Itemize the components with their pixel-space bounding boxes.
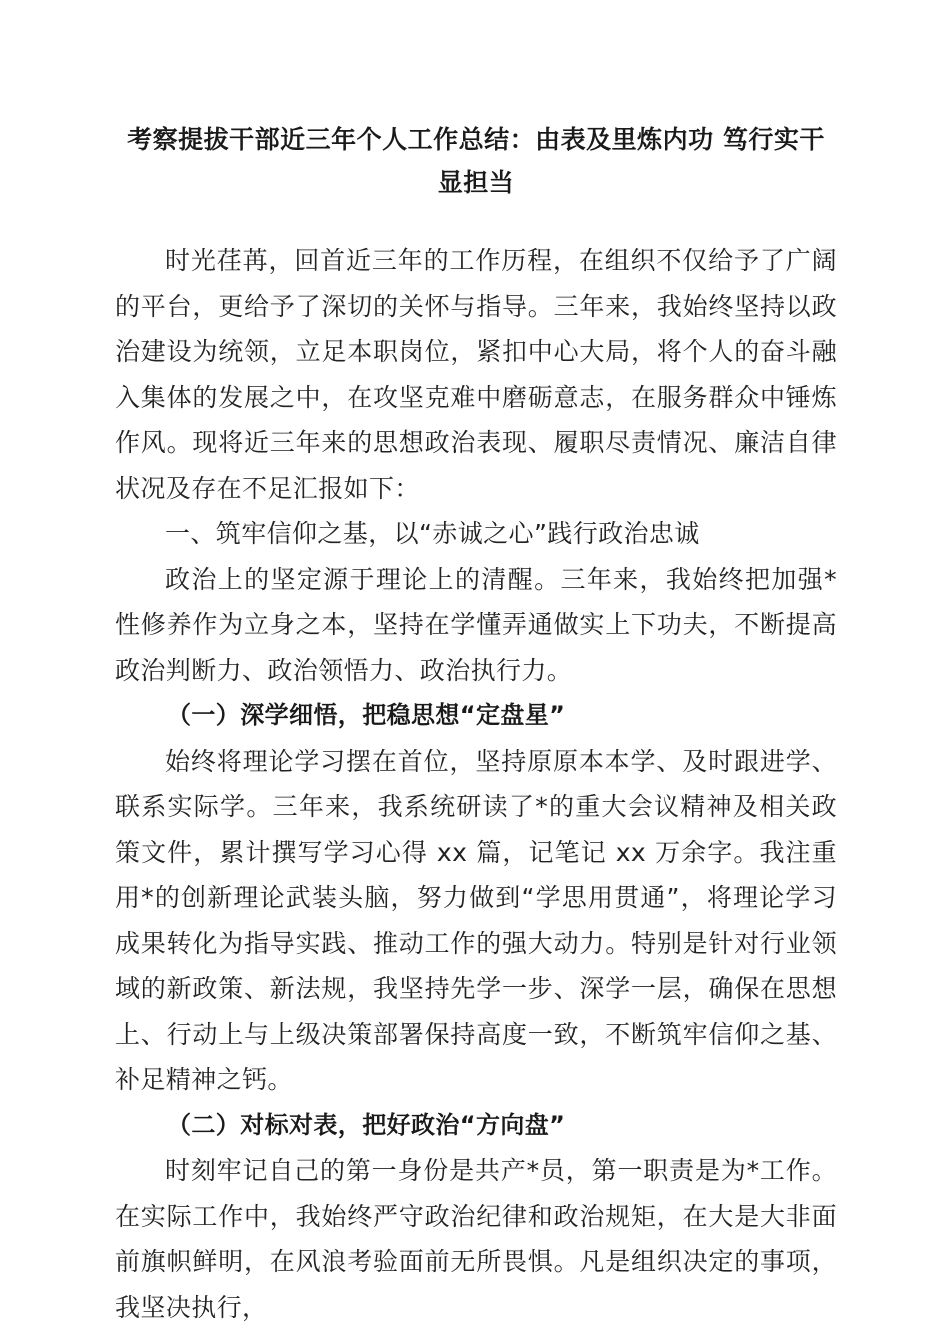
section-1-heading: 一、筑牢信仰之基，以“赤诚之心”践行政治忠诚 <box>165 519 700 548</box>
subsection-2-paragraph: 时刻牢记自己的第一身份是共产*员，第一职责是为*工作。在实际工作中，我始终严守政治纪律和政治规矩，在大是大非面前旗帜鲜明，在风浪考验面前无所畏惧。凡是组织决定的事项，我坚决执行， <box>115 1156 837 1322</box>
document-body <box>115 118 837 1330</box>
subsection-1-heading: （一）深学细悟，把稳思想“定盘星” <box>167 701 566 729</box>
section-1-lead-paragraph: 政治上的坚定源于理论上的清醒。三年来，我始终把加强*性修养作为立身之本，坚持在学懂弄通做实上下功夫，不断提高政治判断力、政治领悟力、政治执行力。 <box>115 564 837 685</box>
subsection-1-paragraph: 始终将理论学习摆在首位，坚持原原本本学、及时跟进学、联系实际学。三年来，我系统研读了*的重大会议精神及相关政策文件，累计撰写学习心得 xx 篇，记笔记 xx 万余字。我注重用*的创新理论武装头脑，努力做到“学思用贯通”，将理论学习成果转化为指导实践、推动工作的强大动力。特别是针对行业领域的新政策、新法规，我坚持先学一步、深学一层，确保在思想上、行动上与上级决策部署保持高度一致，不断筑牢信仰之基、补足精神之钙。 <box>115 746 837 1094</box>
subsection-2-heading: （二）对标对表，把好政治“方向盘” <box>167 1110 566 1139</box>
document-title: 考察提拔干部近三年个人工作总结：由表及里炼内功 笃行实干显担当 <box>127 125 825 197</box>
intro-paragraph: 时光荏苒，回首近三年的工作历程，在组织不仅给予了广阔的平台，更给予了深切的关怀与指导。三年来，我始终坚持以政治建设为统领，立足本职岗位，紧扣中心大局，将个人的奋斗融入集体的发展之中，在攻坚克难中磨砺意志，在服务群众中锤炼作风。现将近三年来的思想政治表现、履职尽责情况、廉洁自律状况及存在不足汇报如下： <box>115 246 837 503</box>
